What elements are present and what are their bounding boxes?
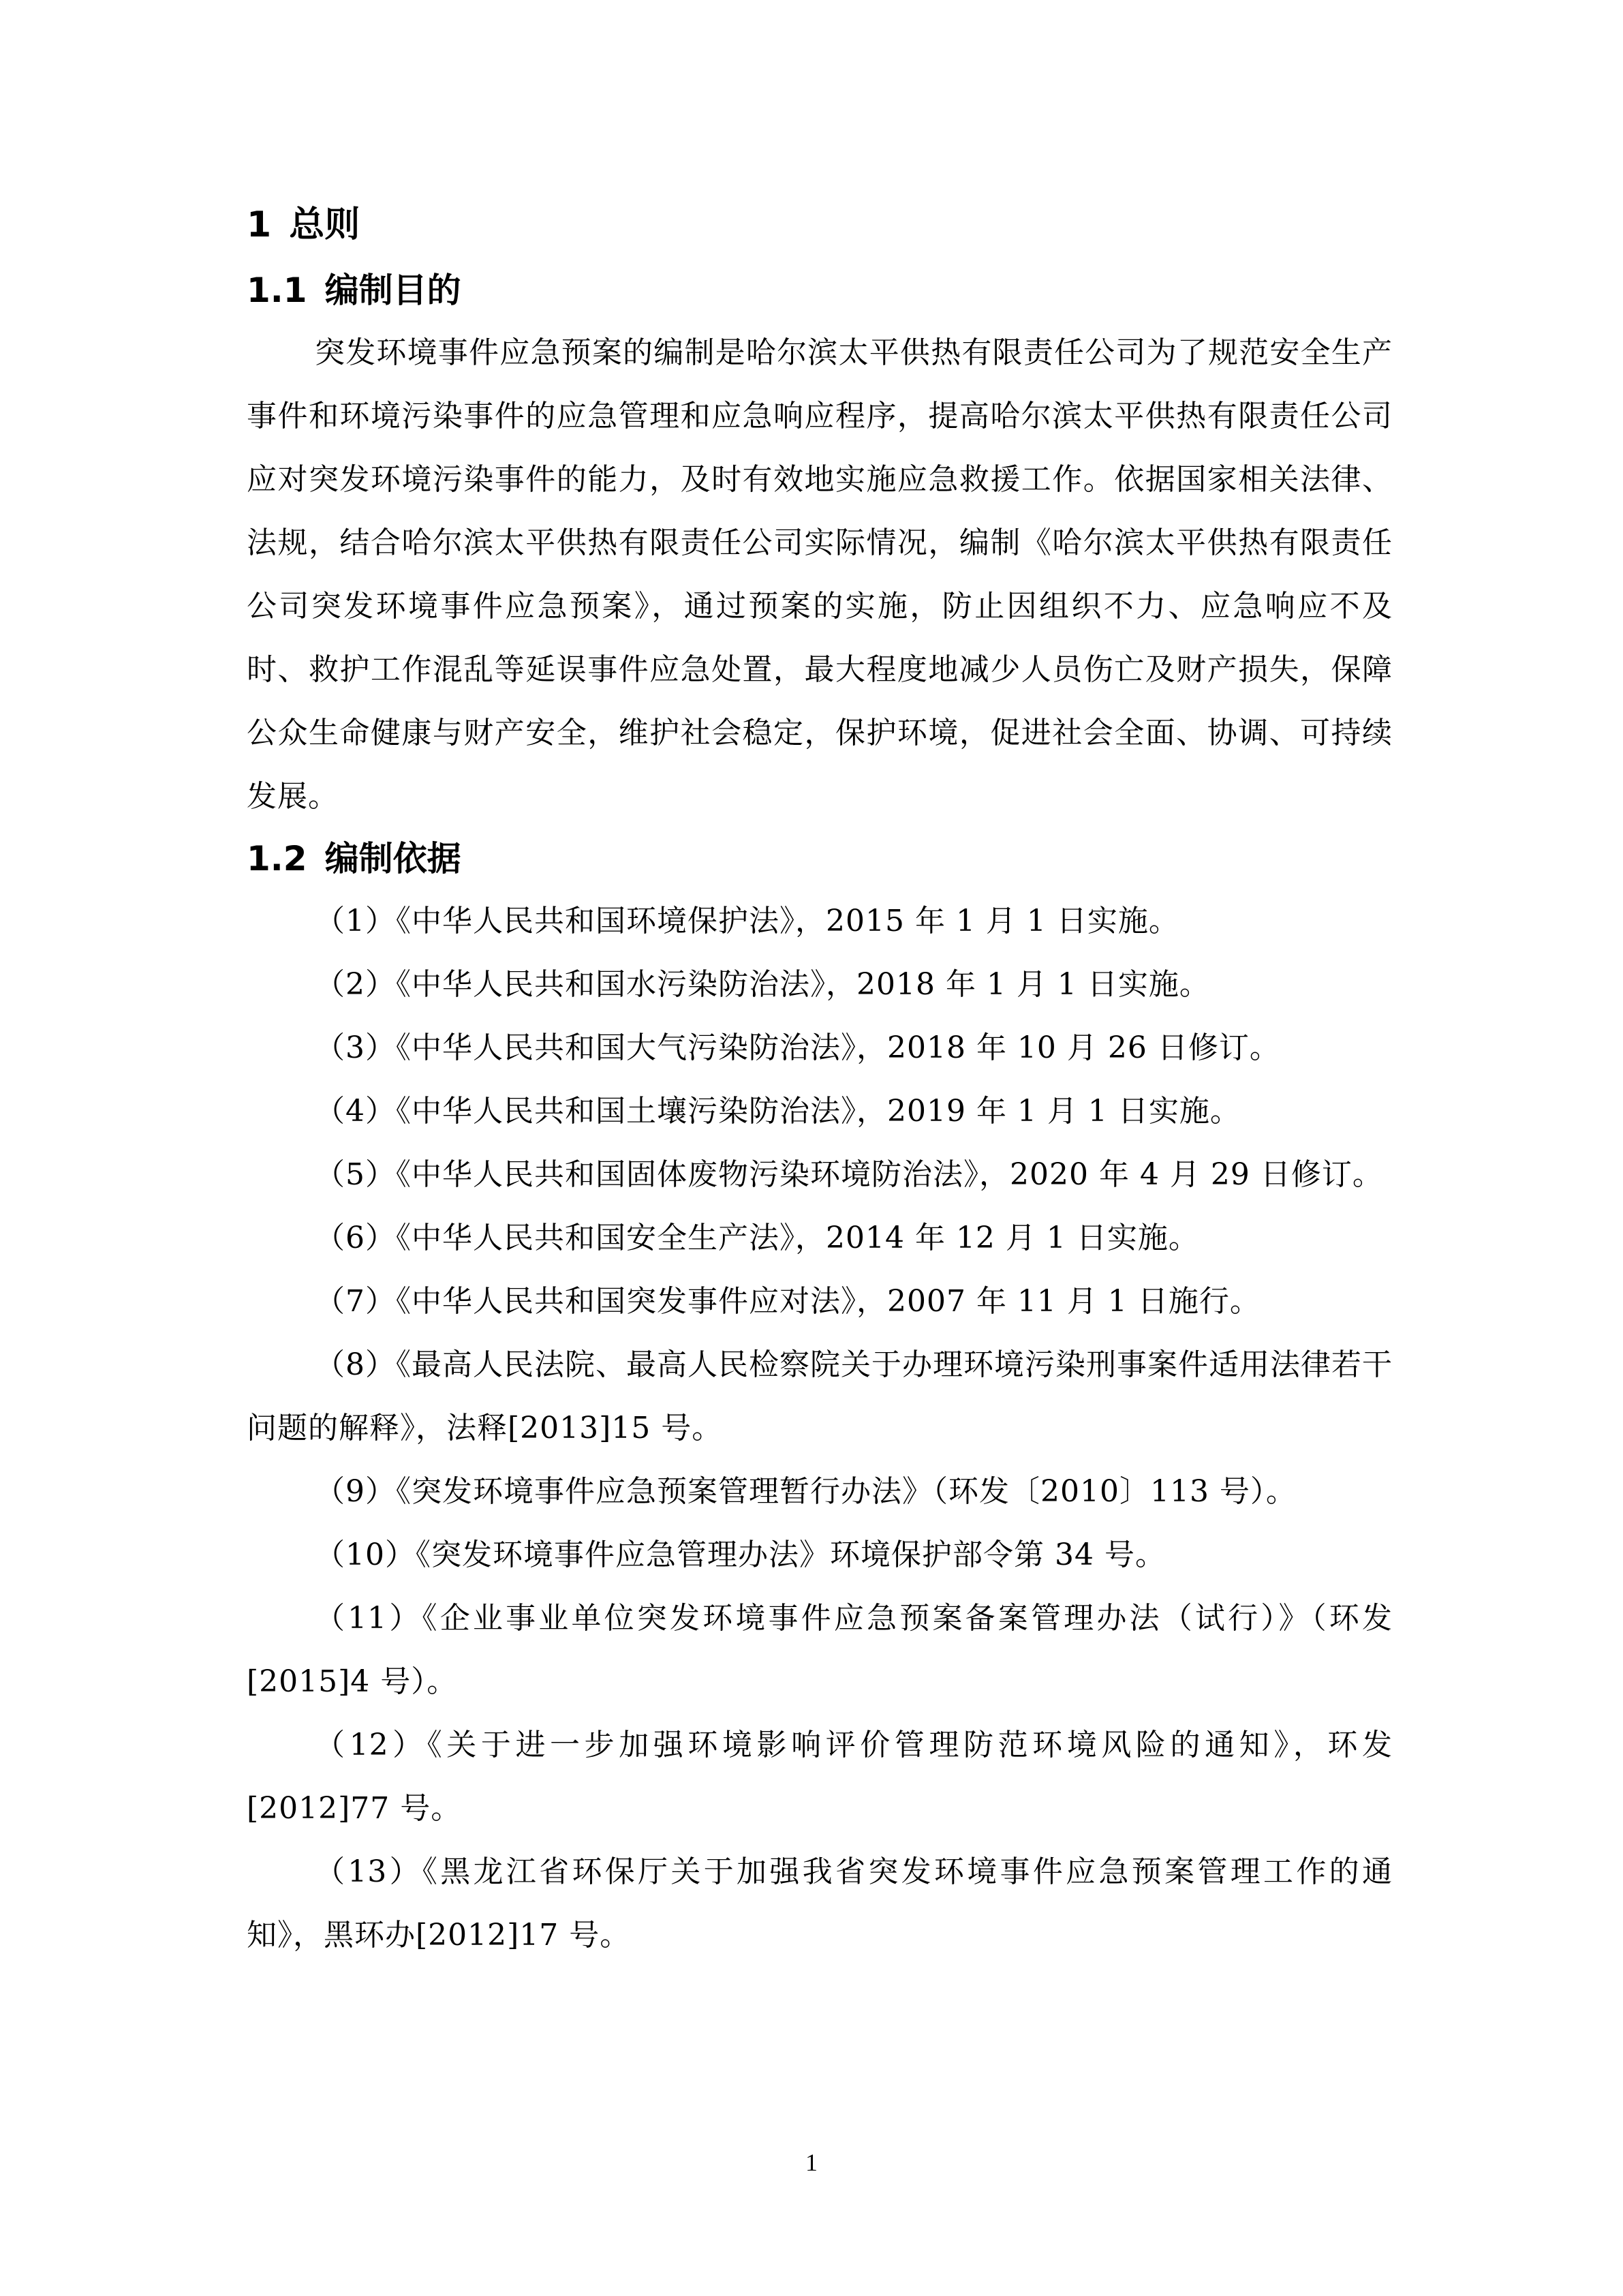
chapter-title: 总则 <box>289 204 360 245</box>
section-heading-purpose <box>247 260 1393 321</box>
list-item: （8）《最高人民法院、最高人民检察院关于办理环境污染刑事案件适用法律若干问题的解释》，法释[2013]15 号。 <box>247 1347 1393 1445</box>
list-item: （6）《中华人民共和国安全生产法》，2014 年 12 月 1 日实施。 <box>315 1221 1199 1255</box>
list-item: （7）《中华人民共和国突发事件应对法》，2007 年 11 月 1 日施行。 <box>315 1284 1261 1319</box>
section-number: 1.1 <box>247 271 307 310</box>
list-item: （12）《关于进一步加强环境影响评价管理防范环境风险的通知》，环发[2012]77 号。 <box>247 1728 1393 1826</box>
list-item: （9）《突发环境事件应急预案管理暂行办法》（环发〔2010〕113 号）。 <box>315 1474 1297 1509</box>
chapter-number: 1 <box>247 204 272 245</box>
list-item: （2）《中华人民共和国水污染防治法》，2018 年 1 月 1 日实施。 <box>315 967 1210 1002</box>
list-item: （4）《中华人民共和国土壤污染防治法》，2019 年 1 月 1 日实施。 <box>315 1094 1241 1129</box>
page-number: 1 <box>805 2149 818 2176</box>
section-title: 编制依据 <box>324 839 461 878</box>
section-heading-basis <box>247 828 1393 889</box>
list-item: （10）《突发环境事件应急管理办法》环境保护部令第 34 号。 <box>315 1537 1166 1572</box>
section-number: 1.2 <box>247 839 307 878</box>
page-content <box>247 194 1393 1967</box>
list-item: （5）《中华人民共和国固体废物污染环境防治法》，2020 年 4 月 29 日修订。 <box>315 1157 1383 1192</box>
section-title: 编制目的 <box>324 271 461 310</box>
list-item: （13）《黑龙江省环保厅关于加强我省突发环境事件应急预案管理工作的通知》，黑环办[2012]17 号。 <box>247 1854 1393 1953</box>
basis-list <box>247 889 1393 1967</box>
list-item: （3）《中华人民共和国大气污染防治法》，2018 年 10 月 26 日修订。 <box>315 1030 1280 1065</box>
chapter-heading <box>247 194 1393 256</box>
purpose-paragraph: 突发环境事件应急预案的编制是哈尔滨太平供热有限责任公司为了规范安全生产事件和环境污染事件的应急管理和应急响应程序，提高哈尔滨太平供热有限责任公司应对突发环境污染事件的能力，及时有效地实施应急救援工作。依据国家相关法律、法规，结合哈尔滨太平供热有限责任公司实际情况，编制《哈尔滨太平供热有限责任公司突发环境事件应急预案》，通过预案的实施，防止因组织不力、应急响应不及时、救护工作混乱等延误事件应急处置，最大程度地减少人员伤亡及财产损失，保障公众生命健康与财产安全，维护社会稳定，保护环境，促进社会全面、协调、可持续发展。 <box>247 335 1393 814</box>
list-item: （11）《企业事业单位突发环境事件应急预案备案管理办法（试行）》（环发[2015]4 号）。 <box>247 1601 1393 1699</box>
list-item: （1）《中华人民共和国环境保护法》，2015 年 1 月 1 日实施。 <box>315 904 1179 938</box>
